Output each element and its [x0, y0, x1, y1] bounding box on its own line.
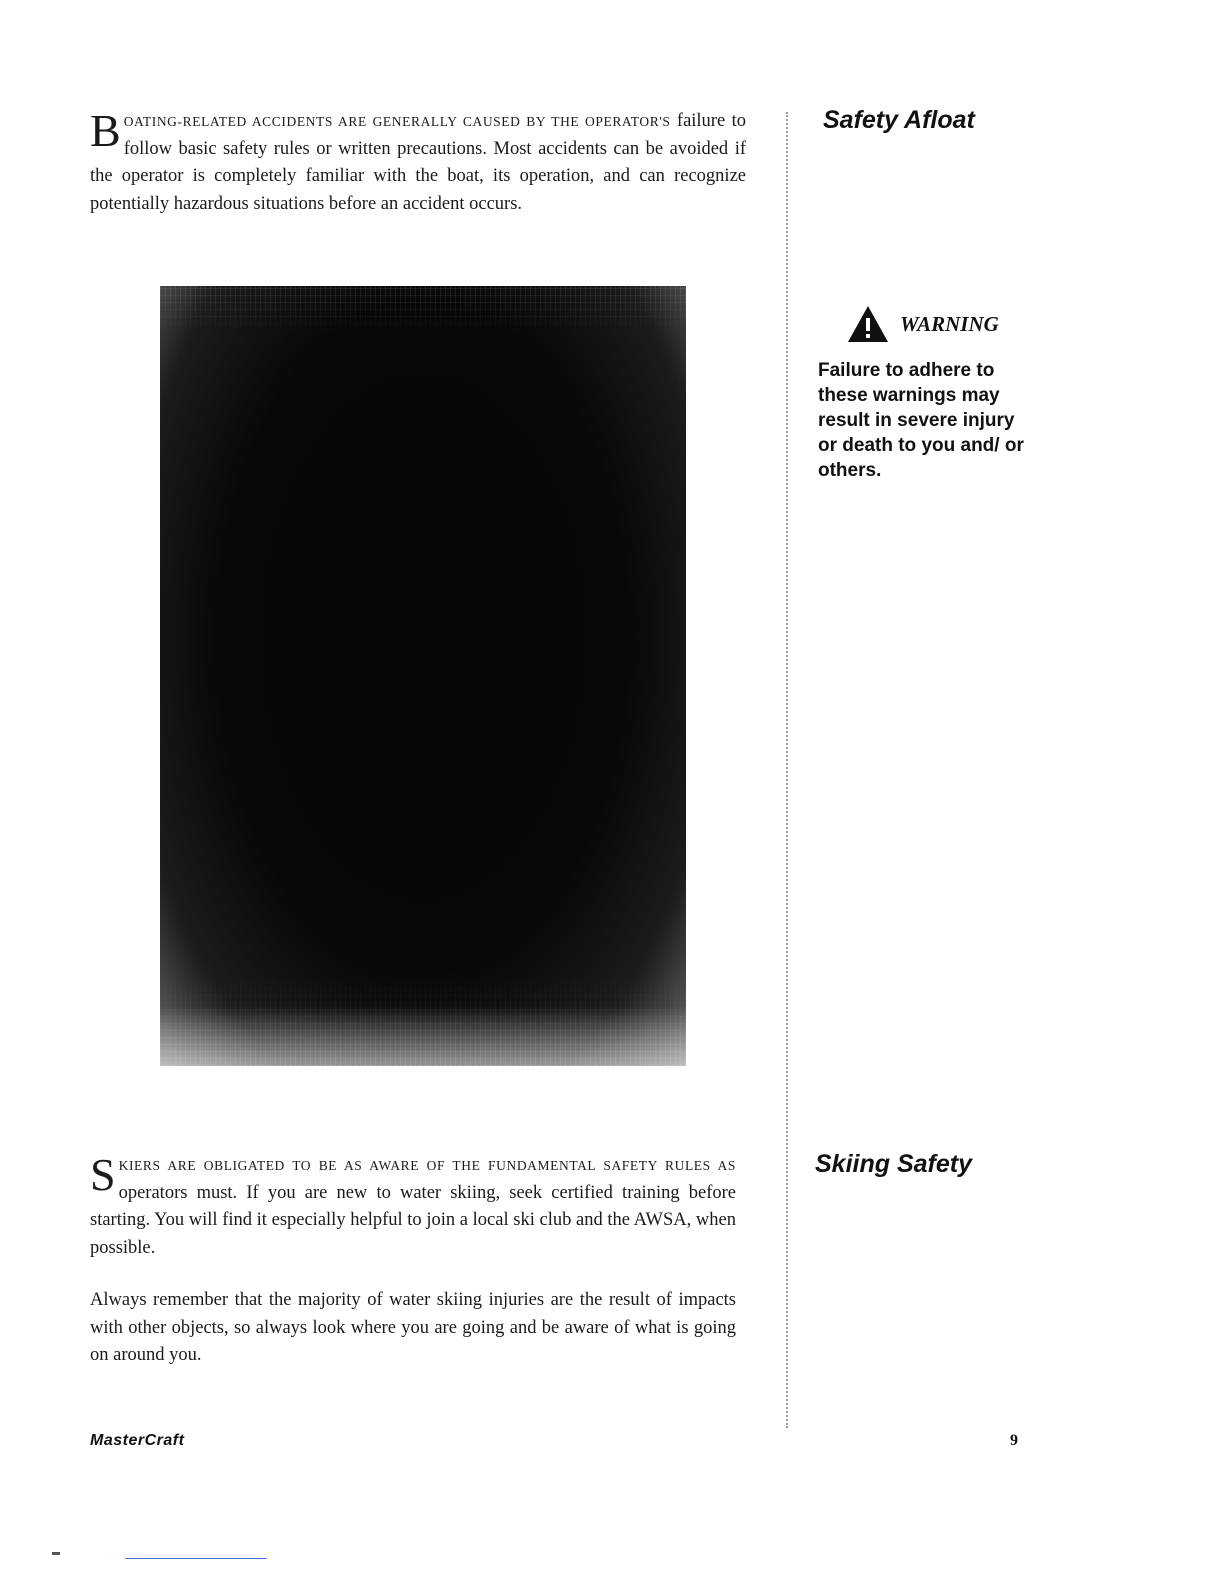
- small-caps-lead: KIERS ARE OBLIGATED TO BE AS AWARE OF THE FUNDAMENTAL SAFETY RULES AS: [118, 1158, 736, 1173]
- heading-skiing-safety: Skiing Safety: [815, 1150, 972, 1178]
- warning-triangle-icon: [846, 304, 890, 344]
- small-caps-lead: OATING-RELATED ACCIDENTS ARE GENERALLY CAUSED BY THE OPERATOR'S: [123, 114, 671, 129]
- impacts-paragraph: Always remember that the majority of water skiing injuries are the result of impacts with other objects, so always look where you are going and be aware of what is going on around you.: [90, 1290, 736, 1365]
- intro-paragraph: [90, 105, 746, 218]
- dark-photo: [160, 286, 686, 1066]
- footer-brand: MasterCraft: [90, 1432, 185, 1449]
- page-number: 9: [1010, 1432, 1018, 1449]
- skiers-paragraph: [90, 1149, 736, 1262]
- drop-cap: B: [90, 105, 121, 156]
- warning-header: [846, 304, 999, 344]
- scan-speck: [52, 1552, 60, 1555]
- warning-label: WARNING: [900, 311, 999, 336]
- paragraph-body: operators must. If you are new to water skiing, seek certified training before starting. You will find it especially helpful to join a local ski club and the AWSA, when possible.: [90, 1182, 736, 1258]
- paragraph-body: failure to follow basic safety rules or written precautions. Most accidents can be avoided if the operator is completely familiar with the boat, its operation, and can recognize potentially hazardous situations before an accident occurs.: [90, 111, 746, 214]
- drop-cap: S: [90, 1149, 116, 1200]
- heading-safety-afloat: Safety Afloat: [823, 106, 975, 134]
- column-divider: [786, 112, 788, 1428]
- warning-text: Failure to adhere to these warnings may result in severe injury or death to you and/ or others.: [818, 360, 1024, 481]
- footer-rule: [125, 1558, 267, 1559]
